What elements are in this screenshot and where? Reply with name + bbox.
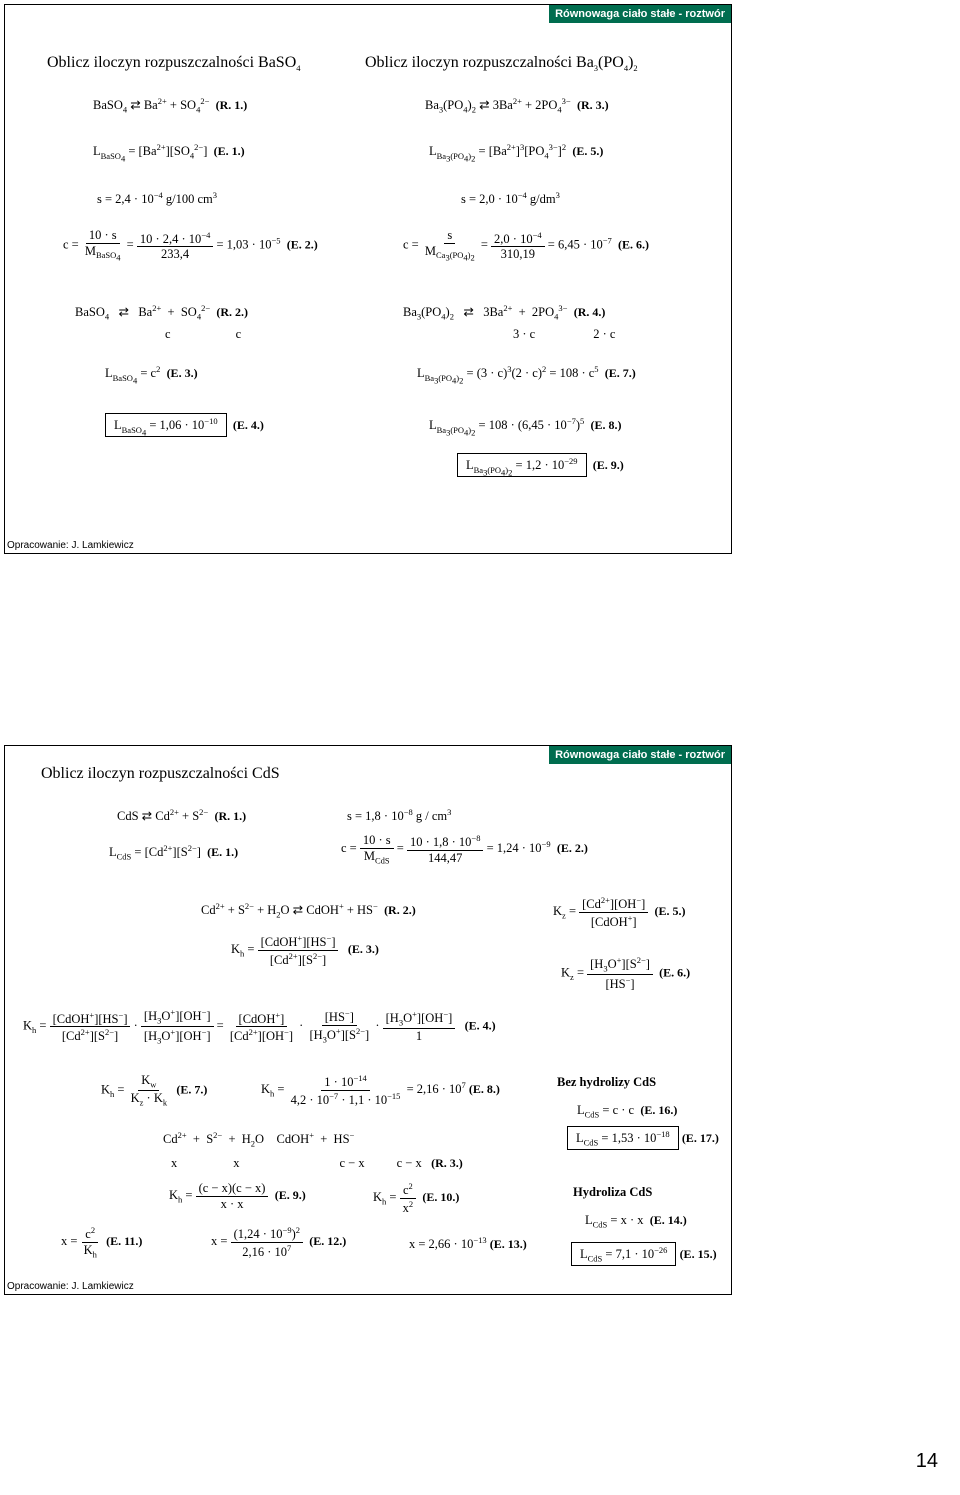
eq-kz-cdoh: $K_z$ = $\frac{[Cd^{2+}][OH^-]}{[CdOH^+]}$ (E. 5.) bbox=[553, 895, 686, 929]
title-ba3po42: Oblicz iloczyn rozpuszczalności $Ba_3(PO_4)_2$ bbox=[365, 54, 638, 74]
eq-x-result: $x = 2,66 \cdot 10^{-13}$ (E. 13.) bbox=[409, 1235, 527, 1252]
eq-molar-conc-cds: c = $\frac{10 \cdot s}{M_{CdS}}$ = $\frac{10 \cdot 1,8 \cdot 10^{-8}}{144,47}$ = $1,24 \cdot 10^{-9}$ (E. 2.) bbox=[341, 833, 588, 865]
author-credit: Opracowanie: J. Lamkiewicz bbox=[7, 540, 134, 551]
title-baso4: Oblicz iloczyn rozpuszczalności BaSO$_4$ bbox=[47, 54, 301, 74]
page-number: 14 bbox=[915, 1450, 938, 1472]
eq-kh-x: $K_h$ = $\frac{(c - x)(c - x)}{x \cdot x}$ (E. 9.) bbox=[169, 1181, 306, 1211]
header-tag: Równowaga ciało stałe - roztwór bbox=[549, 746, 731, 764]
eq-kh-expansion: $K_h$ = $\frac{[CdOH^+][HS^-]}{[Cd^{2+}][S^{2-}]}$ · $\frac{[H_3O^+][OH^-]}{[H_3O^+][OH^-]}$ = $\frac{[CdOH^+]}{[Cd^{2+}][OH^-]}$ · $\frac{[HS^-]}{[H_3O^+][S^{2-}]}$ · $\frac{[H_3O^+][OH^-]}{1}$ (E. 4.) bbox=[23, 1007, 496, 1046]
result-ksp-ba3po42: $L_{Ba_3(PO_4)_2} = 1,2 \cdot 10^{-29}$ (E. 9.) bbox=[457, 457, 624, 477]
eq-kh-kw: $K_h$ = $\frac{K_w}{K_z \cdot K_k}$ (E. 7.) bbox=[101, 1073, 208, 1108]
eq-kz-hs: $K_z$ = $\frac{[H_3O^+][S^{2-}]}{[HS^-]}$ (E. 6.) bbox=[561, 955, 691, 992]
eq-l-cc: $L_{CdS} = c \cdot c$ (E. 16.) bbox=[577, 1103, 678, 1120]
solubility-cds: $s = 1,8 \cdot 10^{-8}$ g / $cm^3$ bbox=[347, 807, 452, 824]
slide-barium-salts bbox=[4, 4, 732, 554]
eq-x-formula: x = $\frac{c^2}{K_h}$ (E. 11.) bbox=[61, 1225, 143, 1260]
eq-molar-conc-baso4: c = $\frac{10 \cdot s}{M_{BaSO_4}}$ = $\frac{10 \cdot 2,4 \cdot 10^{-4}}{233,4}$ = $1,03 \cdot 10^{-5}$ (E. 2.) bbox=[63, 228, 318, 263]
reaction-dissociation-baso4: BaSO$_4$ ⇄ $Ba^{2+} + SO_4^{2-}$ (R. 1.) bbox=[93, 96, 248, 115]
reaction-hydrolysis-cds: $Cd^{2+} + S^{2-} + H_2O$ ⇄ CdOH+ + HS− (R. 2.) bbox=[201, 901, 416, 920]
eq-ksp-c2: $L_{BaSO_4} = c^2$ (E. 3.) bbox=[105, 364, 198, 386]
eq-ksp-baso4: $L_{BaSO_4} = [Ba^{2+}][SO_4^{2-}]$ (E. 1.) bbox=[93, 142, 245, 164]
eq-kh-value: $K_h$ = $\frac{1 \cdot 10^{-14}}{4,2 \cdot 10^{-7} \cdot 1,1 \cdot 10^{-15}}$ = $2,16 \cdot 10^7$ (E. 8.) bbox=[261, 1073, 500, 1107]
reaction-dissociation-ba3po42: $Ba_3(PO_4)_2$ ⇄ $3Ba^{2+} + 2PO_4^{3-}$ (R. 3.) bbox=[425, 96, 609, 115]
eq-l-xx: $L_{CdS} = x \cdot x$ (E. 14.) bbox=[585, 1213, 687, 1230]
hydrolysis-heading: Hydroliza CdS bbox=[573, 1185, 653, 1199]
eq-ksp-ba3po42-calc: $L_{Ba_3(PO_4)_2} = 108 \cdot (6,45 \cdot 10^{-7})^5$ (E. 8.) bbox=[429, 416, 622, 438]
eq-ksp-cds: $L_{CdS} = [Cd^{2+}][S^{2-}]$ (E. 1.) bbox=[109, 843, 239, 862]
solubility-baso4: $s = 2,4 \cdot 10^{-4}$ g/100 $cm^3$ bbox=[97, 190, 217, 207]
eq-ksp-ba3po42: $L_{Ba_3(PO_4)_2} = [Ba^{2+}]^3[PO_4^{3-}]^2$ (E. 5.) bbox=[429, 142, 604, 164]
eq-kh-c2x2: $K_h$ = $\frac{c^2}{x^2}$ (E. 10.) bbox=[373, 1181, 460, 1215]
title-cds: Oblicz iloczyn rozpuszczalności CdS bbox=[41, 765, 280, 782]
eq-molar-conc-ba3po42: c = $\frac{s}{M_{Ca_3(PO_4)_2}}$ = $\frac{2,0 \cdot 10^{-4}}{310,19}$ = $6,45 \cdot 10^{-7}$ (E. 6.) bbox=[403, 228, 650, 263]
eq-x-calc: x = $\frac{(1,24 \cdot 10^{-9})^2}{2,16 \cdot 10^7}$ (E. 12.) bbox=[211, 1225, 347, 1259]
reaction-equilibrium-ba3po42: $Ba_3(PO_4)_2$ ⇄ $3Ba^{2+} + 2PO_4^{3-}$ (R. 4.) 3 · c 2 · c bbox=[403, 303, 616, 342]
eq-hydrolysis-constant: $K_h$ = $\frac{[CdOH^+][HS^-]}{[Cd^{2+}][S^{2-}]}$ (E. 3.) bbox=[231, 933, 379, 967]
eq-ksp-108c5: $L_{Ba_3(PO_4)_2} = (3 \cdot c)^3(2 \cdot c)^2 = 108 \cdot c^5$ (E. 7.) bbox=[417, 364, 636, 386]
reaction-dissociation-cds: CdS ⇄ $Cd^{2+} + S^{2-}$ (R. 1.) bbox=[117, 807, 247, 824]
solubility-ba3po42: $s = 2,0 \cdot 10^{-4}$ $g/dm^3$ bbox=[461, 190, 560, 207]
no-hydrolysis-heading: Bez hydrolizy CdS bbox=[557, 1075, 657, 1089]
reaction-hydrolysis-equilibrium: $Cd^{2+} + S^{2-} + H_2O$ CdOH+ + HS− x x c − x c − x (R. 3.) bbox=[163, 1130, 463, 1170]
header-tag: Równowaga ciało stałe - roztwór bbox=[549, 5, 731, 23]
result-ksp-no-hydrolysis: $L_{CdS} = 1,53 \cdot 10^{-18}$ (E. 17.) bbox=[567, 1130, 719, 1147]
reaction-equilibrium-baso4: BaSO$_4$ ⇄ $Ba^{2+} + SO_4^{2-}$ (R. 2.) c c bbox=[75, 303, 249, 342]
result-ksp-baso4: $L_{BaSO_4} = 1,06 \cdot 10^{-10}$ (E. 4.) bbox=[105, 417, 264, 437]
author-credit: Opracowanie: J. Lamkiewicz bbox=[7, 1281, 134, 1292]
result-ksp-hydrolysis: $L_{CdS} = 7,1 \cdot 10^{-26}$ (E. 15.) bbox=[571, 1246, 717, 1263]
slide-cadmium-sulfide bbox=[4, 745, 732, 1295]
